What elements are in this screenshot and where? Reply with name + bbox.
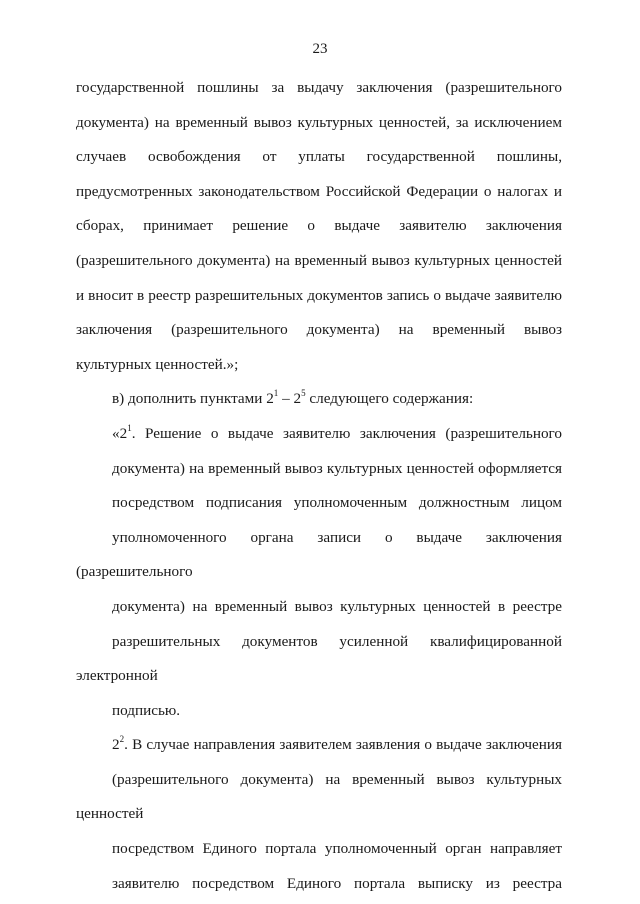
- text-fragment: 2: [112, 736, 120, 754]
- text-line: (разрешительного документа) на временный вывоз культурных ценностей: [76, 770, 562, 823]
- text-line: уполномоченного органа записи о выдаче заключения (разрешительного: [76, 528, 562, 581]
- paragraph-state-fee-decision: [76, 71, 562, 382]
- text-line: заявителю посредством Единого портала выписку из реестра: [112, 874, 562, 892]
- text-line: сборах, принимает решение о выдаче заявителю заключения: [76, 217, 562, 235]
- text-line: документа) на временный вывоз культурных ценностей, за исключением: [76, 113, 562, 131]
- text-fragment: . Решение о выдаче заявителю заключения (разрешительного: [131, 424, 562, 442]
- text-line: культурных ценностей.»;: [76, 355, 239, 373]
- text-line: [76, 728, 562, 763]
- text-fragment: следующего содержания:: [305, 390, 474, 408]
- paragraph-point-2-1: [76, 417, 562, 728]
- text-line: (разрешительного документа) на временный вывоз культурных ценностей: [76, 251, 562, 269]
- superscript: 2: [119, 734, 125, 745]
- text-line: [76, 417, 562, 452]
- text-line: [76, 382, 562, 417]
- text-fragment: – 2: [278, 390, 302, 408]
- text-fragment: в) дополнить пунктами 2: [112, 390, 274, 408]
- superscript: 1: [273, 388, 279, 399]
- superscript: 1: [127, 422, 132, 433]
- text-line: подписью.: [112, 701, 181, 719]
- text-line: документа) на временный вывоз культурных ценностей оформляется: [112, 459, 562, 477]
- text-fragment: . В случае направления заявителем заявления о выдаче заключения: [124, 736, 562, 754]
- text-line: посредством подписания уполномоченным должностным лицом: [112, 494, 562, 512]
- text-line: посредством Единого портала уполномоченный орган направляет: [112, 840, 562, 858]
- document-body: [76, 71, 562, 901]
- text-line: государственной пошлины за выдачу заключения (разрешительного: [76, 79, 562, 96]
- text-line: документа) на временный вывоз культурных ценностей в реестре: [112, 597, 562, 615]
- paragraph-amendment-intro: [76, 382, 562, 417]
- paragraph-point-2-2: [76, 728, 562, 901]
- page-number: 23: [312, 41, 328, 57]
- text-line: предусмотренных законодательством Российской Федерации о налогах и: [76, 182, 562, 200]
- text-line: и вносит в реестр разрешительных документов запись о выдаче заявителю: [76, 286, 562, 304]
- text-line: разрешительных документов усиленной квалифицированной электронной: [76, 632, 562, 685]
- text-line: случаев освобождения от уплаты государственной пошлины,: [76, 148, 562, 166]
- text-fragment: «2: [112, 424, 128, 442]
- text-line: заключения (разрешительного документа) на временный вывоз: [76, 321, 562, 339]
- superscript: 5: [301, 388, 306, 399]
